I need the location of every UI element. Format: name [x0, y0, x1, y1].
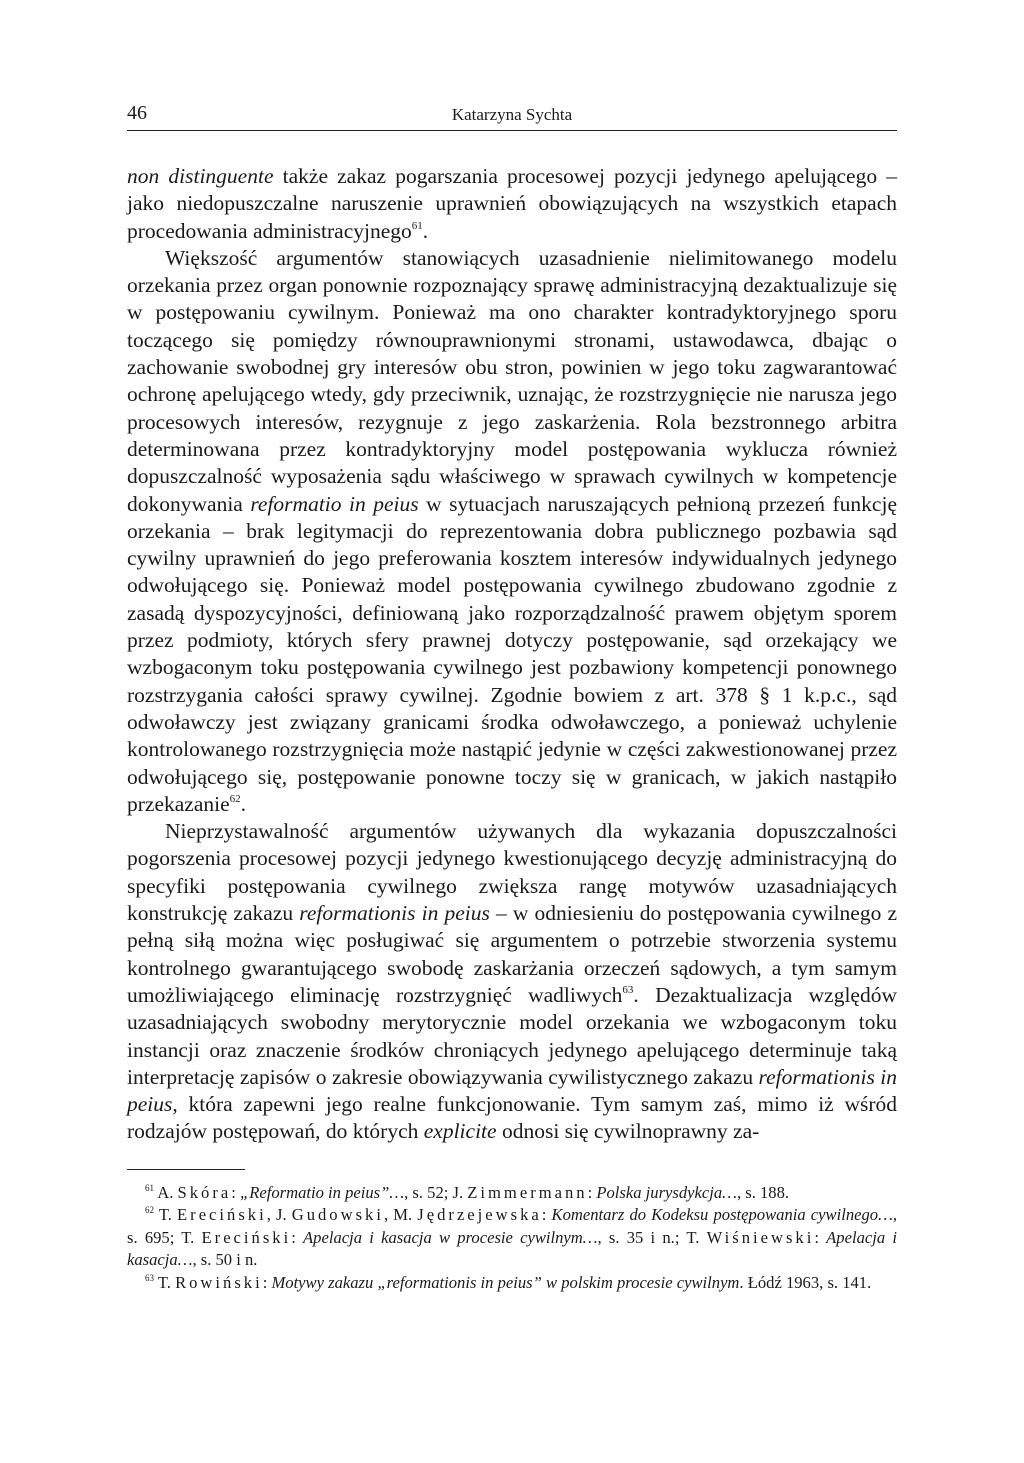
- latin-term: explicite: [423, 1119, 497, 1144]
- text-run: – w odniesieniu do postępowania cywilnego z pełną siłą można więc posługiwać się argumentem o potrzebie stworzenia systemu kontrolnego gwarantującego swobodę zaskarżania orzeczeń sądowych, a tym samym umożliwiającego eliminację rozstrzygnięć wadliwych: [127, 901, 898, 1007]
- latin-term: reformationis in peius: [299, 901, 490, 926]
- footnote-number: 62: [145, 1205, 154, 1216]
- footnote-61: [127, 1182, 897, 1205]
- footnote-separator: [127, 1169, 245, 1170]
- footnote-text: T.: [154, 1205, 178, 1225]
- work-title: Komentarz do Kodeksu postępowania cywilnego…: [551, 1205, 893, 1225]
- text-run: w sytuacjach naruszających pełnioną przezeń funkcję orzekania – brak legitymacji do reprezentowania dobra publicznego pozbawia sąd cywilny uprawnień do jego preferowania kosztem interesów indywidualnych jedynego odwołującego się. Ponieważ model postępowania cywilnego zbudowano zgodnie z zasadą dyspozycyjności, definiowaną jako rozporządzalność prawem objętym sporem przez podmioty, których sfery prawnej dotyczy postępowanie, sąd orzekający we wzbogaconym toku postępowania cywilnego jest pozbawiony kompetencji ponownego rozstrzygania całości sprawy cywilnej. Zgodnie bowiem z art. 378 § 1 k.p.c., sąd odwoławczy jest związany granicami środka odwoławczego, a ponieważ uchylenie kontrolowanego rozstrzygnięcia może nastąpić jedynie w części zakwestionowanej przez odwołującego się, postępowanie ponowne toczy się w granicach, w jakich nastąpiło przekazanie: [127, 491, 897, 816]
- work-title: Apelacja i kasacja w procesie cywilnym…: [303, 1227, 598, 1247]
- footnote-62: [127, 1204, 897, 1272]
- paragraph-3: [127, 818, 897, 1146]
- author-name: Ereciński: [201, 1227, 292, 1247]
- paragraph-1: [127, 163, 897, 245]
- footnote-ref-61: 61: [411, 219, 423, 232]
- page-content: [127, 100, 897, 1295]
- footnote-text: . Łódź 1963, s. 141.: [739, 1273, 872, 1293]
- text-run: Większość argumentów stanowiących uzasadnienie nielimitowanego modelu orzekania przez organ ponownie rozpoznający sprawę administracyjną dezaktualizuje się w postępowaniu cywilnym. Ponieważ ma ono charakter kontradyktoryjnego sporu toczącego się pomiędzy równouprawnionymi stronami, ustawodawca, dbając o zachowanie swobodnej gry interesów obu stron, powinien w jego toku zagwarantować ochronę apelującego wtedy, gdy przeciwnik, uznając, że rozstrzygnięcie nie narusza jego procesowych interesów, rezygnuje z jego zaskarżenia. Rola bezstronnego arbitra determinowana przez kontradyktoryjny model postępowania wyklucza również dopuszczalność wyposażenia sądu właściwego w sprawach cywilnych w kompetencje dokonywania: [127, 245, 897, 516]
- footnote-text: , s. 35 i n.; T.: [597, 1227, 707, 1247]
- footnote-text: :: [231, 1182, 240, 1202]
- footnote-text: :: [587, 1182, 597, 1202]
- footnote-text: , s. 52; J.: [404, 1182, 468, 1202]
- work-title: Polska jurysdykcja…: [596, 1182, 737, 1202]
- work-title: Motywy zakazu „reformationis in peius” w polskim procesie cywilnym: [271, 1273, 740, 1293]
- footnote-number: 63: [145, 1273, 154, 1284]
- author-name: Rowiński: [175, 1273, 263, 1293]
- footnote-text: :: [541, 1205, 552, 1225]
- footnote-text: , s. 695; T.: [127, 1205, 897, 1247]
- page-number: 46: [127, 102, 147, 124]
- footnote-ref-62: 62: [229, 792, 241, 805]
- footnote-text: , s. 188.: [736, 1182, 790, 1202]
- footnote-text: A.: [154, 1182, 178, 1202]
- text-run: odnosi się cywilnoprawny za-: [496, 1119, 760, 1144]
- text-run: , która zapewni jego realne funkcjonowanie. Tym samym zaś, mimo iż wśród rodzajów postępowań, do których: [127, 1092, 897, 1144]
- work-title: Apelacja i kasacja…: [127, 1227, 897, 1270]
- latin-term: non distinguente: [127, 164, 274, 188]
- footnote-text: , M.: [383, 1205, 418, 1225]
- latin-term: reformationis in peius: [127, 1064, 897, 1117]
- text-run: . Dezaktualizacja względów uzasadniających swobodny merytorycznie model orzekania we wzbogaconym toku instancji oraz znaczenie środków chroniących jedynego apelującego determinuje taką interpretację zapisów o zakresie obowiązywania cywilistycznego zakazu: [127, 982, 898, 1089]
- work-title: „Reformatio in peius”…: [240, 1182, 405, 1202]
- text-run: także zakaz pogarszania procesowej pozycji jedynego apelującego – jako niedopuszczalne naruszenie uprawnień obowiązujących na wszystkich etapach procedowania administracyjnego: [127, 164, 897, 243]
- author-name: Jędrzejewska: [417, 1205, 542, 1225]
- author-name: Ereciński: [177, 1205, 267, 1225]
- footnote-ref-63: 63: [622, 983, 634, 996]
- footnote-text: , J.: [266, 1205, 292, 1225]
- text-run: .: [240, 791, 247, 816]
- footnote-63: [127, 1272, 897, 1295]
- footnote-text: :: [291, 1227, 304, 1247]
- author-name: Gudowski: [291, 1205, 384, 1225]
- footnote-text: :: [262, 1273, 272, 1293]
- footnote-text: T.: [154, 1273, 176, 1293]
- text-run: .: [422, 218, 429, 243]
- paragraph-2: [127, 245, 897, 818]
- footnote-text: :: [814, 1227, 827, 1247]
- body-text: [127, 163, 897, 1146]
- footnotes: [127, 1182, 897, 1295]
- running-head-author: Katarzyna Sychta: [451, 105, 573, 124]
- author-name: Wiśniewski: [706, 1227, 815, 1247]
- author-name: Skóra: [177, 1182, 232, 1202]
- author-name: Zimmermann: [467, 1182, 588, 1202]
- footnote-text: , s. 50 i n.: [192, 1250, 258, 1270]
- footnote-number: 61: [145, 1182, 154, 1193]
- latin-term: reformatio in peius: [250, 491, 419, 516]
- text-run: Nieprzystawalność argumentów używanych dla wykazania dopuszczalności pogorszenia procesowej pozycji jedynego kwestionującego decyzję administracyjną do specyfiki postępowania cywilnego zwiększa rangę motywów uzasadniających konstrukcję zakazu: [127, 819, 897, 926]
- running-head: [127, 100, 897, 131]
